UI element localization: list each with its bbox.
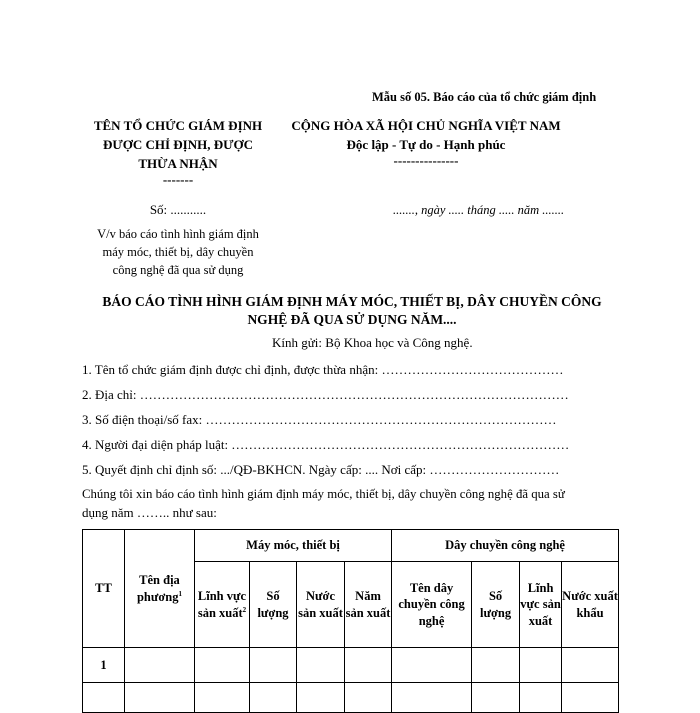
group-technology-lines: Dây chuyền công nghệ	[392, 530, 619, 562]
row-number-cell: 1	[83, 648, 125, 683]
subject-block	[80, 225, 276, 279]
organization-line-3: THỪA NHẬN	[138, 156, 218, 171]
report-title-line-1: BÁO CÁO TÌNH HÌNH GIÁM ĐỊNH MÁY MÓC, THIẾT BỊ, DÂY CHUYỀN CÔNG	[102, 294, 602, 309]
field-legal-representative: 4. Người đại diện pháp luật: ……………………………………………………………………	[82, 437, 570, 452]
date-line: ......., ngày ..... tháng ..... năm .......	[393, 203, 565, 217]
table-cell[interactable]	[472, 648, 520, 683]
column-locality	[125, 530, 195, 648]
table-cell[interactable]	[562, 683, 619, 713]
column-line-name: Tên dây chuyền công nghệ	[392, 562, 472, 648]
table-cell[interactable]	[520, 683, 562, 713]
column-machine-sector-footnote: 2	[242, 605, 247, 614]
table-cell[interactable]	[297, 683, 345, 713]
column-machine-quantity: Số lượng	[250, 562, 297, 648]
column-machine-year: Năm sản xuất	[345, 562, 392, 648]
table-cell[interactable]	[195, 648, 250, 683]
row-number-cell	[83, 683, 125, 713]
organization-divider: -------	[162, 172, 194, 187]
table-cell[interactable]	[392, 683, 472, 713]
table-cell[interactable]	[195, 683, 250, 713]
field-designation-decision: 5. Quyết định chỉ định số: .../QĐ-BKHCN. Ngày cấp: .... Nơi cấp: …………………………	[82, 462, 560, 477]
table-row	[83, 683, 619, 713]
column-locality-label: Tên địa phương	[136, 573, 180, 604]
report-title-line-2: NGHỆ ĐÃ QUA SỬ DỤNG NĂM....	[247, 312, 457, 327]
subject-line-3: công nghệ đã qua sử dụng	[112, 263, 244, 277]
column-machine-sector	[195, 562, 250, 648]
field-phone-fax: 3. Số điện thoại/số fax: ………………………………………………………………………	[82, 412, 557, 427]
table-cell[interactable]	[297, 648, 345, 683]
table-cell[interactable]	[345, 683, 392, 713]
field-address: 2. Địa chỉ: ………………………………………………………………………………………	[82, 387, 569, 402]
column-machine-sector-label: Lĩnh vực sản xuất	[197, 589, 247, 620]
nation-divider: ---------------	[393, 153, 459, 168]
document-number: Số: ...........	[149, 202, 207, 217]
nation-name: CỘNG HÒA XÃ HỘI CHỦ NGHĨA VIỆT NAM	[291, 118, 561, 133]
column-line-sector: Lĩnh vực sản xuất	[520, 562, 562, 648]
column-line-quantity: Số lượng	[472, 562, 520, 648]
report-title	[82, 293, 622, 329]
column-line-export-country: Nước xuất khẩu	[562, 562, 619, 648]
nation-motto: Độc lập - Tự do - Hạnh phúc	[346, 137, 506, 152]
table-cell[interactable]	[250, 648, 297, 683]
organization-header	[86, 116, 270, 187]
table-cell[interactable]	[520, 648, 562, 683]
table-cell[interactable]	[472, 683, 520, 713]
organization-line-2: ĐƯỢC CHỈ ĐỊNH, ĐƯỢC	[103, 137, 253, 152]
national-header	[276, 116, 576, 168]
intro-line-2: dụng năm …….. như sau:	[82, 505, 217, 520]
intro-line-1: Chúng tôi xin báo cáo tình hình giám định máy móc, thiết bị, dây chuyền công nghệ đã qua sử	[82, 487, 565, 501]
organization-line-1: TÊN TỔ CHỨC GIÁM ĐỊNH	[93, 118, 263, 133]
column-machine-country: Nước sản xuất	[297, 562, 345, 648]
column-tt: TT	[83, 530, 125, 648]
group-machines: Máy móc, thiết bị	[195, 530, 392, 562]
column-locality-footnote: 1	[178, 589, 183, 598]
table-cell[interactable]	[562, 648, 619, 683]
recipient-line: Kính gửi: Bộ Khoa học và Công nghệ.	[272, 335, 473, 350]
subject-line-1: V/v báo cáo tình hình giám định	[97, 227, 259, 241]
table-cell[interactable]	[125, 648, 195, 683]
table-cell[interactable]	[250, 683, 297, 713]
table-cell[interactable]	[392, 648, 472, 683]
field-organization-name: 1. Tên tổ chức giám định được chỉ định, được thừa nhận: ……………………………………	[82, 362, 564, 377]
table-cell[interactable]	[345, 648, 392, 683]
form-label: Mẫu số 05. Báo cáo của tổ chức giám định	[372, 90, 597, 104]
table-header-row-groups	[83, 530, 619, 562]
report-table	[82, 529, 619, 713]
table-cell[interactable]	[125, 683, 195, 713]
subject-line-2: máy móc, thiết bị, dây chuyền	[102, 245, 254, 259]
table-row	[83, 648, 619, 683]
